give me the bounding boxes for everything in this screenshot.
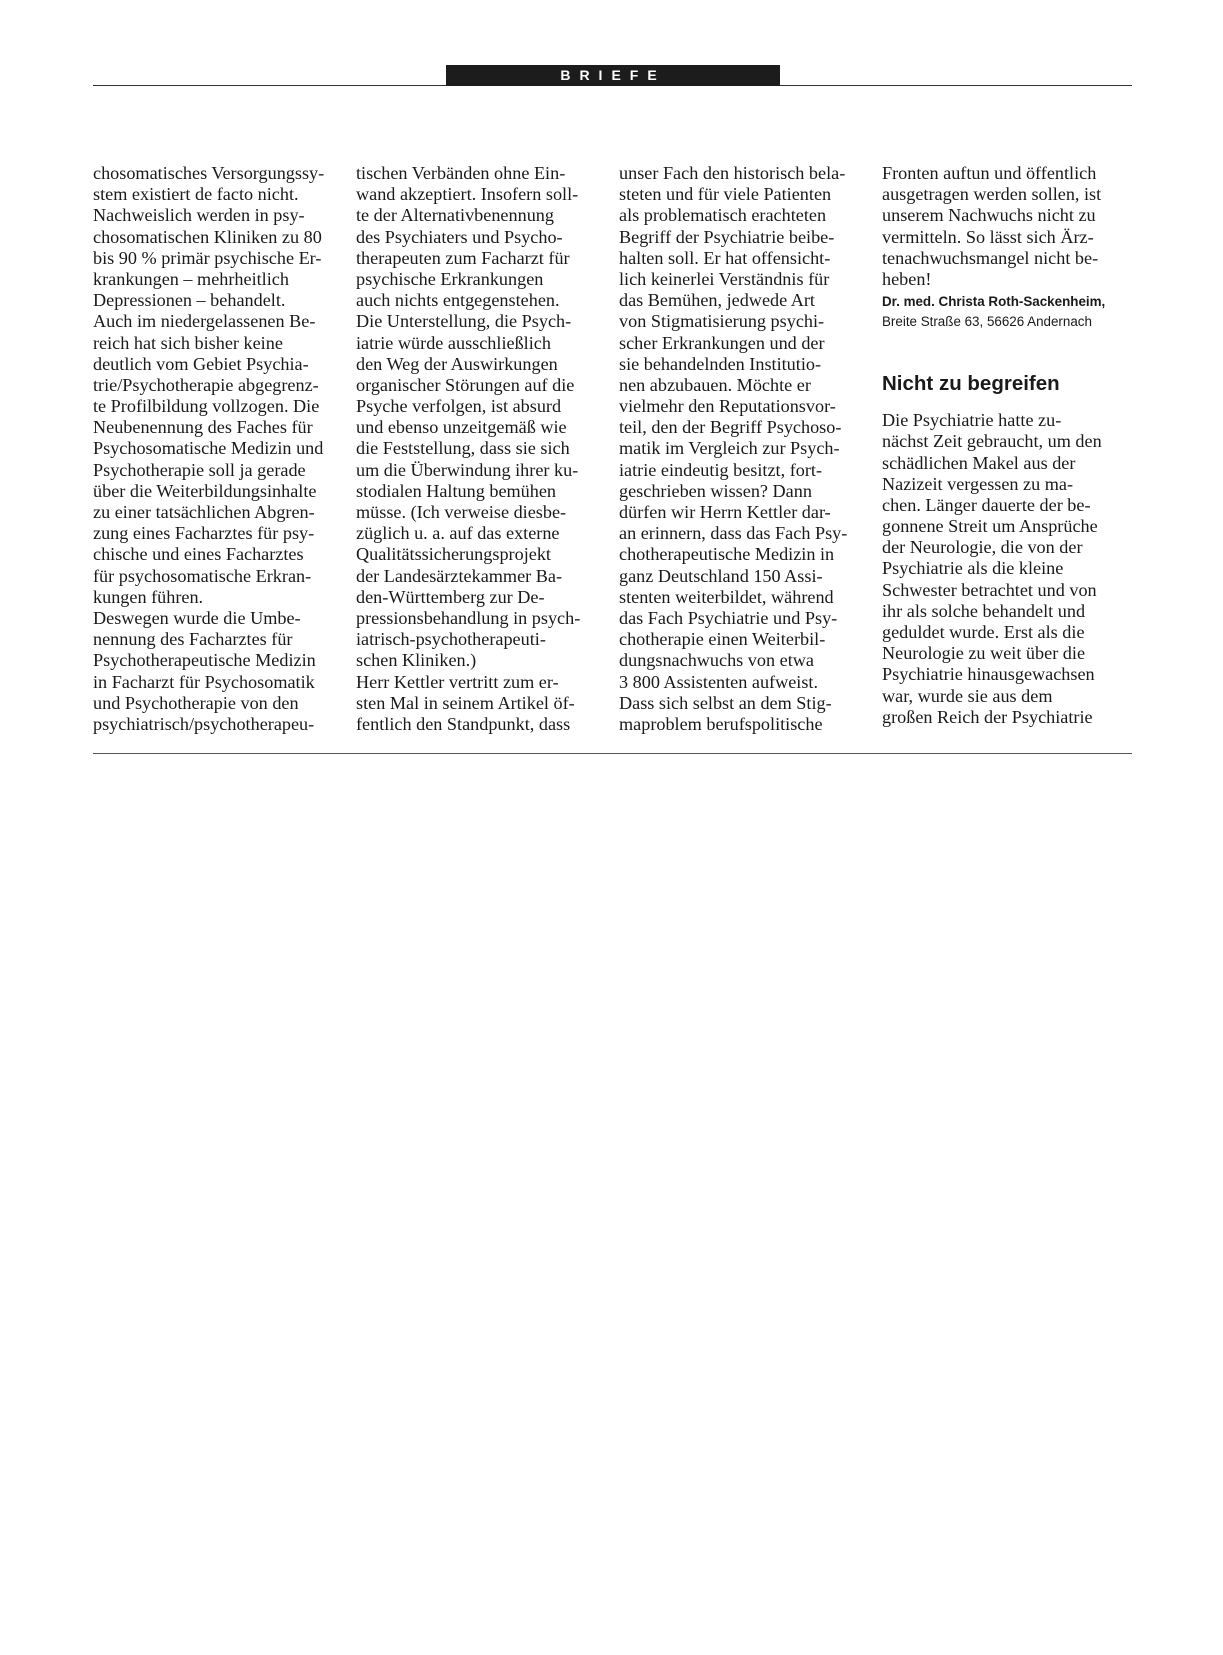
text-line: Qualitätssicherungsprojekt (356, 544, 551, 565)
text-line: um die Überwindung ihrer ku- (356, 459, 579, 480)
text-line: Schwester betrachtet und von (882, 579, 1097, 600)
text-line: te der Alternativbenennung (356, 205, 554, 226)
letter-author-address: Breite Straße 63, 56626 Andernach (882, 314, 1092, 330)
text-line: halten soll. Er hat offensicht- (619, 247, 831, 268)
text-line: tischen Verbänden ohne Ein- (356, 163, 566, 183)
text-line: Psyche verfolgen, ist absurd (356, 396, 562, 417)
text-line: tenachwuchsmangel nicht be- (882, 247, 1099, 268)
text-line: und ebenso unzeitgemäß wie (356, 417, 567, 438)
text-line: ganz Deutschland 150 Assi- (619, 565, 823, 586)
text-line: sten Mal in seinem Artikel öf- (356, 692, 575, 713)
text-line: bis 90 % primär psychische Er- (93, 247, 322, 268)
text-line: ausgetragen werden sollen, ist (882, 184, 1102, 205)
text-line: lich keinerlei Verständnis für (619, 268, 830, 289)
text-line: des Psychiaters und Psycho- (356, 226, 563, 247)
text-line: müsse. (Ich verweise diesbe- (356, 502, 567, 522)
text-line: chotherapeutische Medizin in (619, 544, 835, 565)
text-line: Psychiatrie als die kleine (882, 558, 1064, 579)
text-line: Begriff der Psychiatrie beibe- (619, 226, 835, 247)
text-line: nächst Zeit gebraucht, um den (882, 431, 1102, 452)
text-line: matik im Vergleich zur Psych- (619, 438, 840, 459)
text-line: chosomatisches Versorgungssy- (93, 163, 325, 183)
text-line: vermitteln. So lässt sich Ärz- (882, 226, 1094, 247)
text-line: den-Württemberg zur De- (356, 586, 545, 607)
text-line: als problematisch erachteten (619, 205, 827, 226)
text-column-4 (882, 163, 1132, 728)
text-line: die Feststellung, dass sie sich (356, 438, 570, 459)
text-line: unserem Nachwuchs nicht zu (882, 205, 1096, 226)
text-line: wand akzeptiert. Insofern soll- (356, 184, 579, 205)
text-line: ihr als solche behandelt und (882, 600, 1086, 621)
text-line: vielmehr den Reputationsvor- (619, 396, 836, 417)
text-line: Psychotherapeutische Medizin (93, 650, 316, 671)
text-line: chosomatischen Kliniken zu 80 (93, 226, 322, 247)
text-line: Neurologie zu weit über die (882, 643, 1086, 664)
text-line: psychiatrisch/psychotherapeu- (93, 713, 315, 734)
text-line: iatrie eindeutig besitzt, fort- (619, 459, 823, 480)
text-line: Deswegen wurde die Umbe- (93, 607, 301, 628)
text-line: geschrieben wissen? Dann (619, 480, 812, 501)
text-line: zung eines Facharztes für psy- (93, 523, 315, 544)
text-line: steten und für viele Patienten (619, 184, 832, 205)
text-line: maproblem berufspolitische (619, 713, 823, 734)
text-line: an erinnern, dass das Fach Psy- (619, 523, 848, 544)
text-line: Psychosomatische Medizin und (93, 438, 324, 459)
text-line: Nachweislich werden in psy- (93, 205, 305, 226)
text-line: chotherapie einen Weiterbil- (619, 629, 826, 650)
text-line: züglich u. a. auf das externe (356, 523, 560, 544)
text-line: trie/Psychotherapie abgegrenz- (93, 374, 319, 395)
text-line: zu einer tatsächlichen Abgren- (93, 502, 315, 522)
text-column-1 (93, 163, 343, 735)
text-line: scher Erkrankungen und der (619, 332, 825, 353)
text-line: in Facharzt für Psychosomatik (93, 671, 315, 692)
text-line: chische und eines Facharztes (93, 544, 304, 565)
text-line: war, wurde sie aus dem (882, 685, 1053, 706)
text-line: über die Weiterbildungsinhalte (93, 480, 317, 501)
text-line: der Neurologie, die von der (882, 537, 1083, 558)
text-line: Psychiatrie hinausgewachsen (882, 664, 1095, 685)
text-line: für psychosomatische Erkran- (93, 565, 312, 586)
text-line: organischer Störungen auf die (356, 374, 575, 395)
text-line: Herr Kettler vertritt zum er- (356, 671, 559, 692)
text-line: psychische Erkrankungen (356, 268, 544, 289)
text-line: fentlich den Standpunkt, dass (356, 713, 571, 734)
text-line: der Landesärztekammer Ba- (356, 565, 563, 586)
text-line: Fronten auftun und öffentlich (882, 163, 1097, 183)
text-line: das Fach Psychiatrie und Psy- (619, 607, 838, 628)
text-line: stem existiert de facto nicht. (93, 184, 299, 205)
text-column-2 (356, 163, 606, 735)
text-line: Depressionen – behandelt. (93, 290, 286, 311)
text-line: Dass sich selbst an dem Stig- (619, 692, 832, 713)
text-line: krankungen – mehrheitlich (93, 268, 289, 289)
text-line: Psychotherapie soll ja gerade (93, 459, 306, 480)
text-line: pressionsbehandlung in psych- (356, 607, 581, 628)
text-line: nen abzubauen. Möchte er (619, 374, 811, 395)
text-line: schen Kliniken.) (356, 650, 477, 671)
text-line: den Weg der Auswirkungen (356, 353, 558, 374)
text-line: 3 800 Assistenten aufweist. (619, 671, 819, 692)
text-line: auch nichts entgegenstehen. (356, 290, 560, 311)
text-line: unser Fach den historisch bela- (619, 163, 846, 183)
text-line: iatrisch-psychotherapeuti- (356, 629, 546, 650)
text-line: geduldet wurde. Erst als die (882, 622, 1085, 642)
text-line: dungsnachwuchs von etwa (619, 650, 814, 671)
text-line: deutlich vom Gebiet Psychia- (93, 353, 309, 374)
section-label: BRIEFE (446, 65, 780, 86)
text-line: te Profilbildung vollzogen. Die (93, 396, 320, 417)
text-line: Die Unterstellung, die Psych- (356, 311, 572, 332)
letter-heading: Nicht zu begreifen (882, 372, 1060, 396)
text-line: und Psychotherapie von den (93, 692, 299, 713)
text-line: großen Reich der Psychiatrie (882, 706, 1093, 727)
text-line: stenten weiterbildet, während (619, 586, 834, 607)
text-line: das Bemühen, jedwede Art (619, 290, 815, 311)
text-line: teil, den der Begriff Psychoso- (619, 417, 842, 438)
text-line: von Stigmatisierung psychi- (619, 311, 825, 332)
text-line: heben! (882, 268, 932, 289)
text-column-3 (619, 163, 869, 735)
letter-author-name: Dr. med. Christa Roth-Sackenheim, (882, 294, 1106, 310)
text-line: reich hat sich bisher keine (93, 332, 283, 353)
text-line: Auch im niedergelassenen Be- (93, 311, 316, 332)
text-line: kungen führen. (93, 586, 204, 607)
text-line: schädlichen Makel aus der (882, 452, 1076, 473)
text-line: therapeuten zum Facharzt für (356, 247, 570, 268)
text-line: Nazizeit vergessen zu ma- (882, 473, 1074, 494)
text-line: iatrie würde ausschließlich (356, 332, 551, 353)
text-line: stodialen Haltung bemühen (356, 480, 557, 501)
text-line: Die Psychiatrie hatte zu- (882, 410, 1062, 431)
text-line: gonnene Streit um Ansprüche (882, 516, 1098, 537)
text-line: nennung des Facharztes für (93, 629, 293, 650)
text-line: dürfen wir Herrn Kettler dar- (619, 502, 831, 522)
text-line: sie behandelnden Institutio- (619, 353, 822, 374)
footer-rule (93, 753, 1132, 754)
text-line: chen. Länger dauerte der be- (882, 494, 1091, 515)
text-line: Neubenennung des Faches für (93, 417, 313, 438)
